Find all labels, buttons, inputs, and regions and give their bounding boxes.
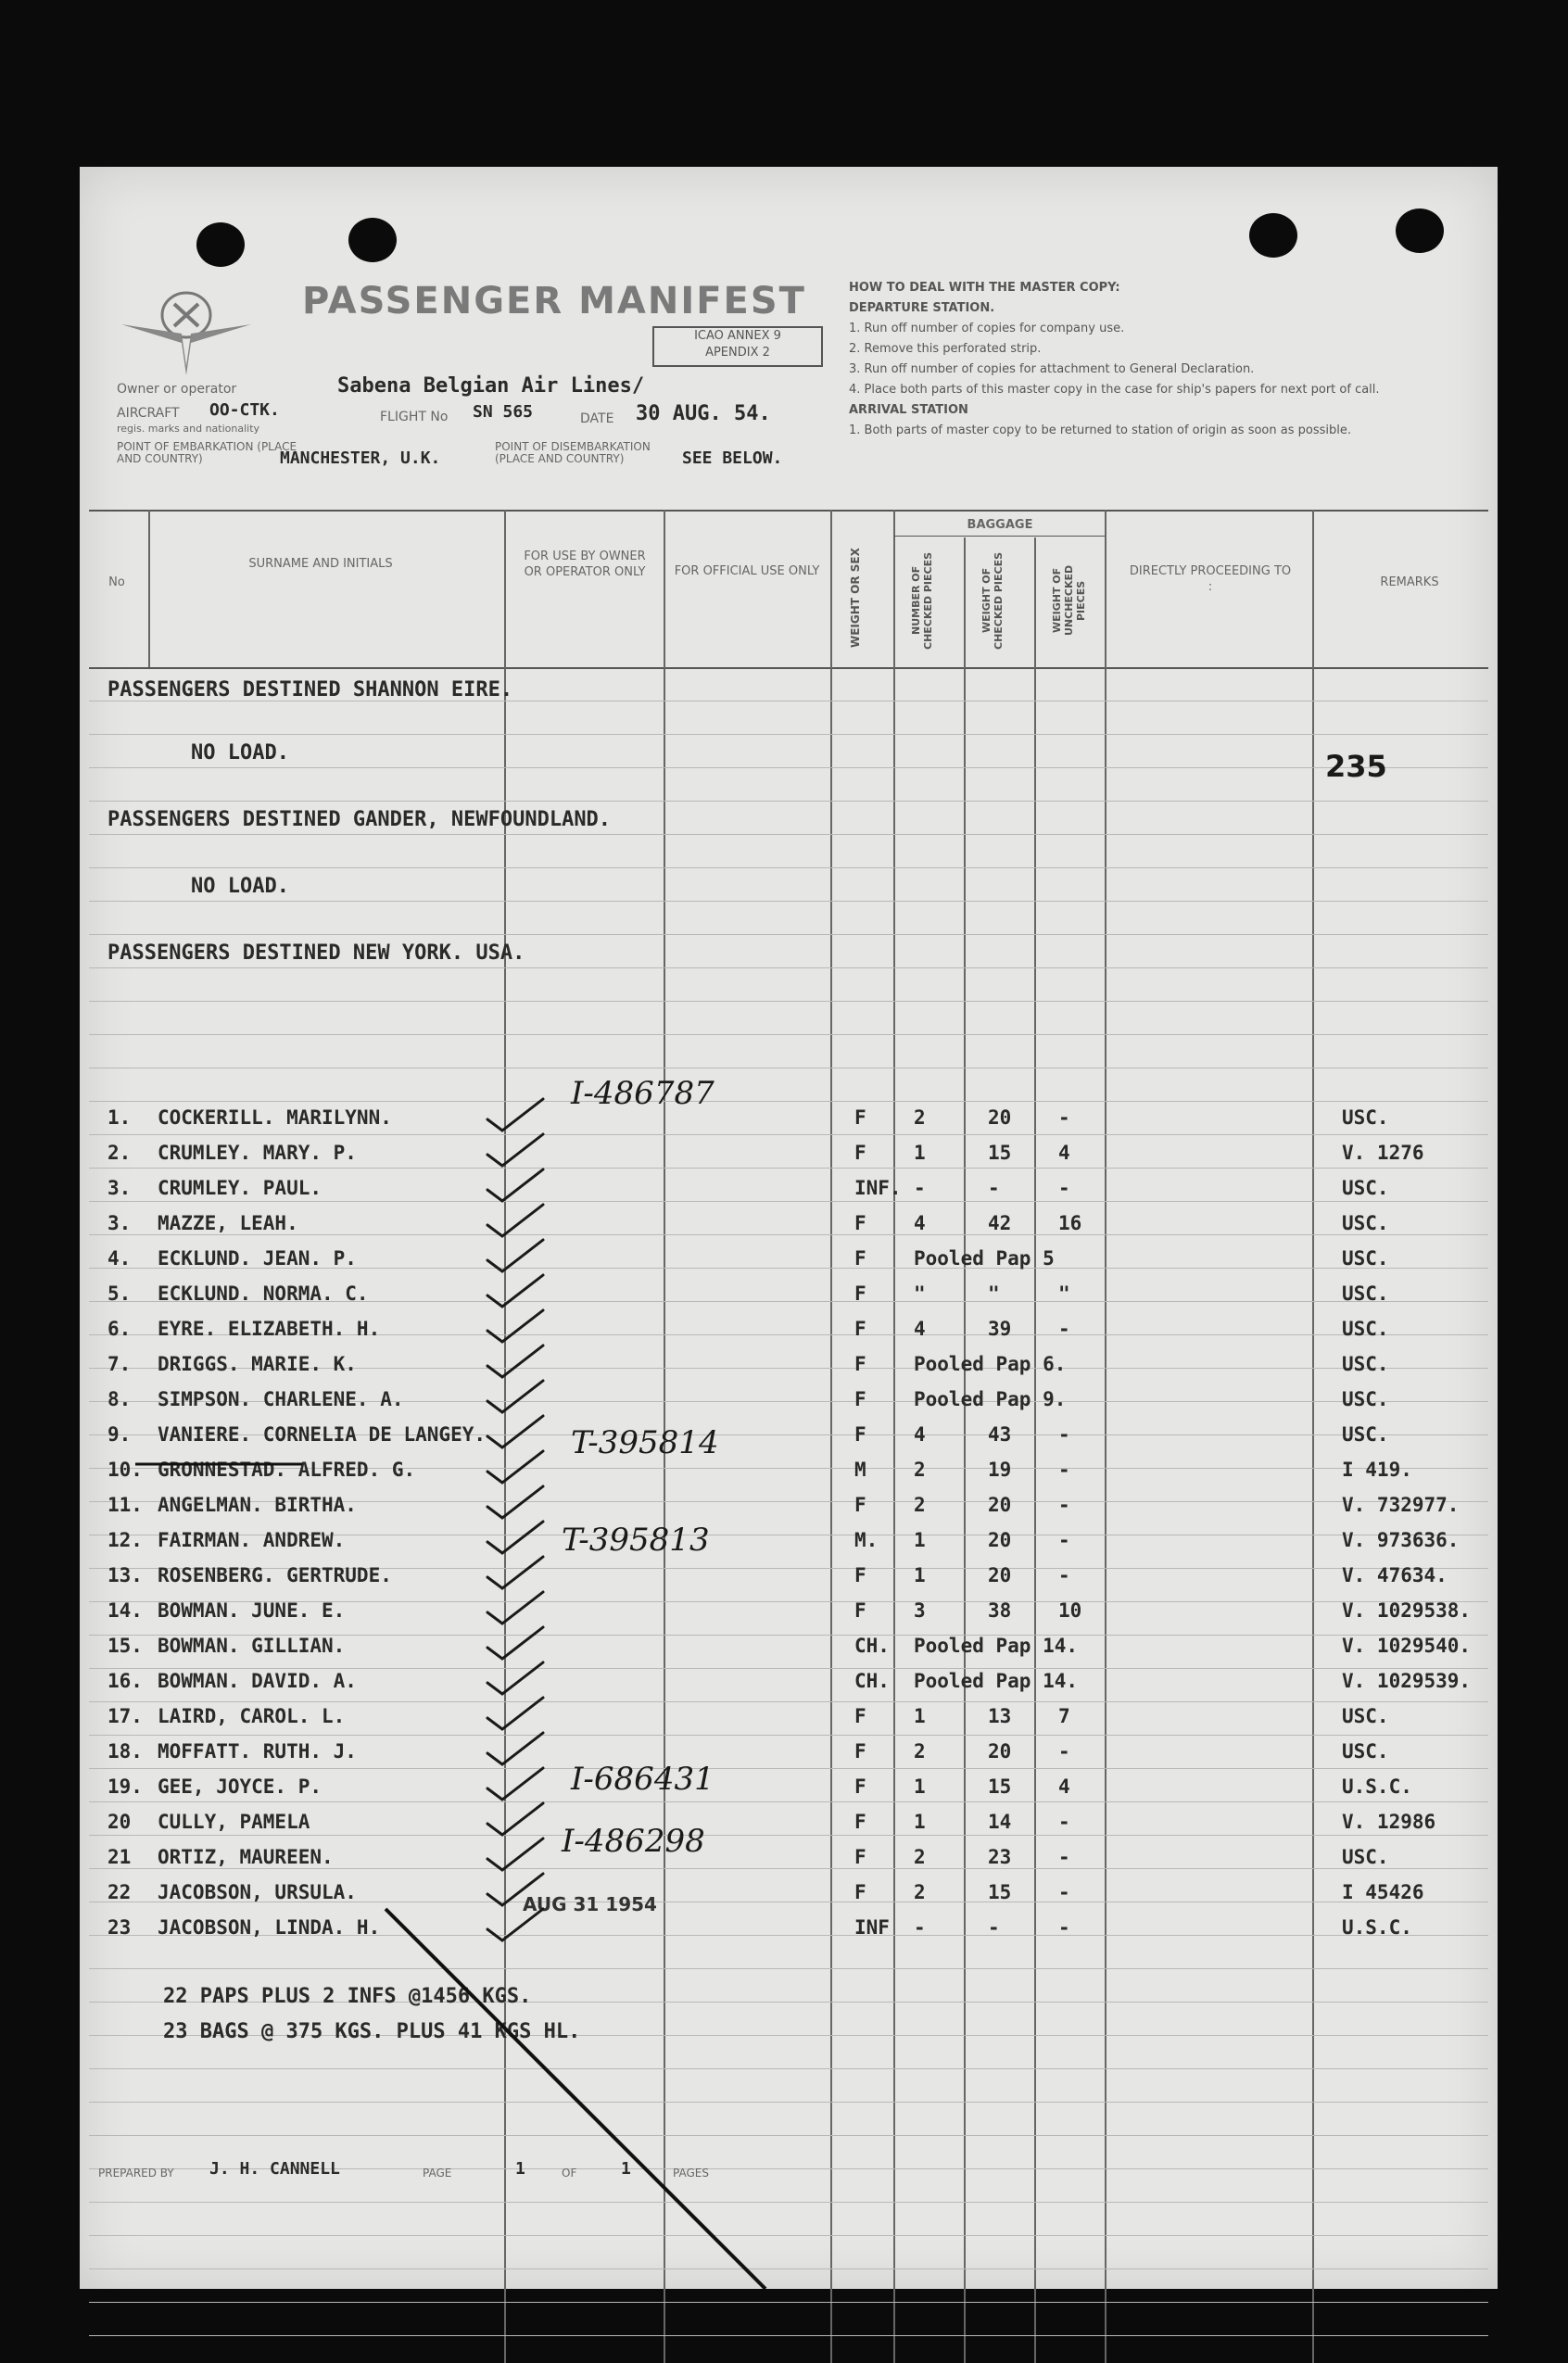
weight-sex: F [854, 1423, 866, 1446]
check-mark-icon [487, 1557, 543, 1588]
checked-pieces: - [914, 1916, 926, 1939]
check-mark-icon [487, 1240, 543, 1271]
passenger-name: ECKLUND. NORMA. C. [158, 1283, 369, 1305]
section-note: NO LOAD. [191, 741, 289, 764]
unchecked-weight: - [1058, 1106, 1070, 1129]
remarks: U.S.C. [1342, 1775, 1412, 1798]
unchecked-weight: 10 [1058, 1599, 1082, 1622]
check-mark-icon [487, 1909, 543, 1940]
unchecked-weight: - [1058, 1494, 1070, 1516]
unchecked-weight: - [1058, 1459, 1070, 1481]
row-number: 9. [107, 1423, 132, 1446]
unchecked-weight: - [1058, 1846, 1070, 1868]
checked-weight: 15 [988, 1142, 1012, 1164]
section-heading: PASSENGERS DESTINED SHANNON EIRE. [107, 678, 513, 701]
checked-weight: 15 [988, 1881, 1012, 1903]
regis-label: regis. marks and nationality [117, 423, 260, 435]
unchecked-weight: - [1058, 1423, 1070, 1446]
date-value: 30 AUG. 54. [636, 402, 771, 425]
passenger-name: LAIRD, CAROL. L. [158, 1705, 346, 1727]
passenger-name: ORTIZ, MAUREEN. [158, 1846, 334, 1868]
passenger-name: FAIRMAN. ANDREW. [158, 1529, 346, 1551]
weight-sex: F [854, 1846, 866, 1868]
passenger-name: JACOBSON, LINDA. H. [158, 1916, 381, 1939]
checked-pieces: 3 [914, 1599, 926, 1622]
remarks: V. 47634. [1342, 1564, 1448, 1586]
checked-weight: " [988, 1283, 1000, 1305]
remarks: USC. [1342, 1283, 1389, 1305]
check-mark-icon [487, 1416, 543, 1447]
weight-sex: M. [854, 1529, 879, 1551]
passenger-name: ROSENBERG. GERTRUDE. [158, 1564, 392, 1586]
passenger-name: BOWMAN. DAVID. A. [158, 1670, 357, 1692]
weight-sex: M [854, 1459, 866, 1481]
weight-sex: CH. [854, 1635, 890, 1657]
disembark-label: POINT OF DISEMBARKATION (PLACE AND COUNTRY) [495, 440, 651, 465]
handwritten-note: I-486787 [571, 1075, 714, 1112]
remarks: USC. [1342, 1212, 1389, 1234]
checked-weight: 19 [988, 1459, 1012, 1481]
remarks: U.S.C. [1342, 1916, 1412, 1939]
checked-pieces: 4 [914, 1318, 926, 1340]
weight-sex: F [854, 1247, 866, 1270]
flight-label: FLIGHT No [380, 410, 449, 424]
passenger-name: DRIGGS. MARIE. K. [158, 1353, 357, 1375]
check-mark-icon [487, 1592, 543, 1624]
checked-pieces: 4 [914, 1212, 926, 1234]
totals-line: 22 PAPS PLUS 2 INFS @1456 KGS. [163, 1985, 532, 2008]
grid-line [89, 2302, 1488, 2303]
handwritten-note: T-395814 [571, 1424, 719, 1461]
weight-sex: F [854, 1494, 866, 1516]
passenger-name: GEE, JOYCE. P. [158, 1775, 322, 1798]
unchecked-weight: - [1058, 1564, 1070, 1586]
unchecked-weight: - [1058, 1811, 1070, 1833]
pen-marks [80, 167, 1498, 2289]
row-number: 8. [107, 1388, 132, 1410]
row-number: 20 [107, 1811, 132, 1833]
weight-sex: F [854, 1564, 866, 1586]
owner-value: Sabena Belgian Air Lines/ [337, 374, 645, 398]
checked-weight: 20 [988, 1564, 1012, 1586]
weight-sex: INF [854, 1916, 890, 1939]
check-mark-icon [487, 1522, 543, 1553]
row-number: 3. [107, 1212, 132, 1234]
check-mark-icon [487, 1733, 543, 1764]
checked-weight: 13 [988, 1705, 1012, 1727]
passenger-name: BOWMAN. JUNE. E. [158, 1599, 346, 1622]
row-number: 3. [107, 1177, 132, 1199]
check-mark-icon [487, 1874, 543, 1905]
passenger-name: ECKLUND. JEAN. P. [158, 1247, 357, 1270]
check-mark-icon [487, 1768, 543, 1800]
col-owner-use: FOR USE BY OWNER OR OPERATOR ONLY [524, 550, 646, 579]
check-mark-icon [487, 1839, 543, 1870]
check-mark-icon [487, 1205, 543, 1236]
weight-sex: F [854, 1775, 866, 1798]
prepared-label: PREPARED BY [98, 2167, 174, 2180]
remarks: I 419. [1342, 1459, 1412, 1481]
remarks: USC. [1342, 1353, 1389, 1375]
checked-pieces: Pooled Pap 14. [914, 1670, 1079, 1692]
row-number: 2. [107, 1142, 132, 1164]
col-remarks: REMARKS [1380, 575, 1439, 589]
checked-pieces: - [914, 1177, 926, 1199]
checked-weight: 43 [988, 1423, 1012, 1446]
col-checked-wt: WEIGHT OF CHECKED PIECES [980, 551, 1005, 650]
passenger-name: ANGELMAN. BIRTHA. [158, 1494, 357, 1516]
weight-sex: F [854, 1283, 866, 1305]
passenger-name: EYRE. ELIZABETH. H. [158, 1318, 381, 1340]
instruction-item: 2. Remove this perforated strip. [849, 342, 1042, 356]
passenger-name: BOWMAN. GILLIAN. [158, 1635, 346, 1657]
unchecked-weight: 4 [1058, 1142, 1070, 1164]
checked-weight: 23 [988, 1846, 1012, 1868]
check-mark-icon [487, 1698, 543, 1729]
row-number: 19. [107, 1775, 143, 1798]
aircraft-value: OO-CTK. [209, 400, 280, 420]
row-number: 22 [107, 1881, 132, 1903]
checked-pieces: 4 [914, 1423, 926, 1446]
row-number: 6. [107, 1318, 132, 1340]
check-mark-icon [487, 1662, 543, 1694]
passenger-name: VANIERE. CORNELIA DE LANGEY. [158, 1423, 487, 1446]
annotation-235: 235 [1325, 749, 1387, 784]
checked-weight: 38 [988, 1599, 1012, 1622]
passenger-name: COCKERILL. MARILYNN. [158, 1106, 392, 1129]
row-number: 15. [107, 1635, 143, 1657]
section-heading: PASSENGERS DESTINED NEW YORK. USA. [107, 941, 525, 965]
row-number: 23 [107, 1916, 132, 1939]
check-mark-icon [487, 1346, 543, 1377]
weight-sex: F [854, 1705, 866, 1727]
remarks: USC. [1342, 1247, 1389, 1270]
flight-value: SN 565 [473, 402, 534, 422]
unchecked-weight: - [1058, 1318, 1070, 1340]
weight-sex: F [854, 1811, 866, 1833]
checked-weight: 20 [988, 1529, 1012, 1551]
checked-pieces: Pooled Pap 6. [914, 1353, 1067, 1375]
check-mark-icon [487, 1803, 543, 1835]
col-unchecked-wt: WEIGHT OF UNCHECKED PIECES [1051, 564, 1087, 637]
checked-pieces: 2 [914, 1846, 926, 1868]
unchecked-weight: - [1058, 1740, 1070, 1763]
checked-pieces: 1 [914, 1564, 926, 1586]
section-heading: PASSENGERS DESTINED GANDER, NEWFOUNDLAND. [107, 808, 612, 831]
checked-pieces: 2 [914, 1459, 926, 1481]
check-mark-icon [487, 1451, 543, 1483]
page-label: PAGE [423, 2167, 452, 2180]
unchecked-weight: " [1058, 1283, 1070, 1305]
col-checked-num: NUMBER OF CHECKED PIECES [910, 551, 934, 650]
checked-weight: 15 [988, 1775, 1012, 1798]
checked-pieces: 1 [914, 1705, 926, 1727]
prepared-value: J. H. CANNELL [209, 2159, 340, 2179]
row-number: 13. [107, 1564, 143, 1586]
passenger-name: GRONNESTAD. ALFRED. G. [158, 1459, 416, 1481]
remarks: USC. [1342, 1740, 1389, 1763]
totals-line: 23 BAGS @ 375 KGS. PLUS 41 KGS HL. [163, 2020, 581, 2043]
checked-weight: - [988, 1916, 1000, 1939]
col-official: FOR OFFICIAL USE ONLY [674, 564, 820, 578]
remarks: USC. [1342, 1846, 1389, 1868]
row-number: 16. [107, 1670, 143, 1692]
arrival-heading: ARRIVAL STATION [849, 403, 968, 417]
weight-sex: F [854, 1388, 866, 1410]
remarks: USC. [1342, 1177, 1389, 1199]
remarks: USC. [1342, 1423, 1389, 1446]
checked-weight: 20 [988, 1494, 1012, 1516]
date-label: DATE [580, 411, 614, 426]
pages-label: PAGES [673, 2167, 709, 2180]
checked-pieces: 1 [914, 1529, 926, 1551]
check-mark-icon [487, 1169, 543, 1201]
passenger-name: CRUMLEY. MARY. P. [158, 1142, 357, 1164]
row-number: 21 [107, 1846, 132, 1868]
aircraft-label: AIRCRAFT [117, 406, 180, 421]
departure-heading: DEPARTURE STATION. [849, 301, 995, 315]
weight-sex: F [854, 1212, 866, 1234]
owner-label: Owner or operator [117, 382, 237, 397]
manifest-sheet [80, 167, 1498, 2289]
col-proceeding: DIRECTLY PROCEEDING TO : [1129, 564, 1292, 594]
remarks: USC. [1342, 1318, 1389, 1340]
checked-weight: 39 [988, 1318, 1012, 1340]
check-mark-icon [487, 1310, 543, 1342]
passenger-name: SIMPSON. CHARLENE. A. [158, 1388, 404, 1410]
remarks: V. 1276 [1342, 1142, 1424, 1164]
check-mark-icon [487, 1275, 543, 1307]
page-title: PASSENGER MANIFEST [302, 280, 806, 322]
row-number: 10. [107, 1459, 143, 1481]
row-number: 4. [107, 1247, 132, 1270]
remarks: V. 973636. [1342, 1529, 1460, 1551]
handwritten-note: T-395813 [562, 1522, 710, 1559]
checked-pieces: Pooled Pap 9. [914, 1388, 1067, 1410]
check-mark-icon [487, 1381, 543, 1412]
remarks: V. 12986 [1342, 1811, 1436, 1833]
checked-pieces: 2 [914, 1881, 926, 1903]
row-number: 5. [107, 1283, 132, 1305]
checked-pieces: 2 [914, 1494, 926, 1516]
date-stamp: AUG 31 1954 [523, 1893, 657, 1915]
weight-sex: F [854, 1599, 866, 1622]
col-no: No [108, 575, 125, 589]
passenger-name: MAZZE, LEAH. [158, 1212, 298, 1234]
disembark-value: SEE BELOW. [682, 449, 783, 468]
remarks: I 45426 [1342, 1881, 1424, 1903]
checked-weight: 14 [988, 1811, 1012, 1833]
checked-pieces: 1 [914, 1775, 926, 1798]
checked-pieces: 2 [914, 1106, 926, 1129]
remarks: V. 1029540. [1342, 1635, 1472, 1657]
weight-sex: F [854, 1142, 866, 1164]
instruction-item: 4. Place both parts of this master copy in the case for ship's papers for next port of call. [849, 383, 1380, 397]
unchecked-weight: 7 [1058, 1705, 1070, 1727]
handwritten-note: I-486298 [562, 1823, 705, 1860]
weight-sex: CH. [854, 1670, 890, 1692]
weight-sex: F [854, 1353, 866, 1375]
row-number: 11. [107, 1494, 143, 1516]
unchecked-weight: - [1058, 1529, 1070, 1551]
icao-line1: ICAO ANNEX 9 [694, 329, 781, 343]
checked-pieces: 1 [914, 1811, 926, 1833]
row-number: 17. [107, 1705, 143, 1727]
passenger-name: CULLY, PAMELA [158, 1811, 310, 1833]
check-mark-icon [487, 1486, 543, 1518]
embark-label: POINT OF EMBARKATION (PLACE AND COUNTRY) [117, 440, 297, 465]
of-label: OF [562, 2167, 577, 2180]
passenger-name: JACOBSON, URSULA. [158, 1881, 357, 1903]
check-mark-icon [487, 1134, 543, 1166]
instructions-heading: HOW TO DEAL WITH THE MASTER COPY: [849, 281, 1120, 295]
remarks: USC. [1342, 1705, 1389, 1727]
checked-weight: - [988, 1177, 1000, 1199]
weight-sex: F [854, 1106, 866, 1129]
unchecked-weight: 16 [1058, 1212, 1082, 1234]
checked-pieces: Pooled Pap 5 [914, 1247, 1055, 1270]
row-number: 1. [107, 1106, 132, 1129]
checked-weight: 20 [988, 1106, 1012, 1129]
embark-value: MANCHESTER, U.K. [280, 449, 441, 468]
icao-line2: APENDIX 2 [705, 346, 770, 360]
section-note: NO LOAD. [191, 875, 289, 898]
handwritten-note: I-686431 [571, 1761, 714, 1798]
weight-sex: F [854, 1740, 866, 1763]
row-number: 12. [107, 1529, 143, 1551]
col-baggage: BAGGAGE [967, 518, 1033, 532]
remarks: V. 1029538. [1342, 1599, 1472, 1622]
remarks: V. 732977. [1342, 1494, 1460, 1516]
passenger-name: MOFFATT. RUTH. J. [158, 1740, 357, 1763]
row-number: 18. [107, 1740, 143, 1763]
weight-sex: INF. [854, 1177, 902, 1199]
checked-pieces: 2 [914, 1740, 926, 1763]
checked-weight: 20 [988, 1740, 1012, 1763]
checked-pieces: " [914, 1283, 926, 1305]
remarks: V. 1029539. [1342, 1670, 1472, 1692]
remarks: USC. [1342, 1106, 1389, 1129]
passenger-name: CRUMLEY. PAUL. [158, 1177, 322, 1199]
unchecked-weight: 4 [1058, 1775, 1070, 1798]
check-mark-icon [487, 1627, 543, 1659]
col-weight-sex: WEIGHT OR SEX [849, 548, 862, 648]
weight-sex: F [854, 1881, 866, 1903]
grid-line [89, 2335, 1488, 2336]
row-number: 14. [107, 1599, 143, 1622]
instruction-item: 1. Both parts of master copy to be returned to station of origin as soon as possible. [849, 423, 1351, 437]
page-value: 1 [515, 2159, 525, 2179]
check-mark-icon [487, 1099, 543, 1131]
instruction-item: 1. Run off number of copies for company use. [849, 322, 1125, 335]
checked-pieces: Pooled Pap 14. [914, 1635, 1079, 1657]
col-surname: SURNAME AND INITIALS [248, 557, 393, 571]
instruction-item: 3. Run off number of copies for attachment to General Declaration. [849, 362, 1255, 376]
checked-pieces: 1 [914, 1142, 926, 1164]
row-number: 7. [107, 1353, 132, 1375]
of-value: 1 [621, 2159, 631, 2179]
unchecked-weight: - [1058, 1916, 1070, 1939]
weight-sex: F [854, 1318, 866, 1340]
diagonal-strike-line [386, 1909, 765, 2289]
remarks: USC. [1342, 1388, 1389, 1410]
unchecked-weight: - [1058, 1881, 1070, 1903]
unchecked-weight: - [1058, 1177, 1070, 1199]
checked-weight: 42 [988, 1212, 1012, 1234]
